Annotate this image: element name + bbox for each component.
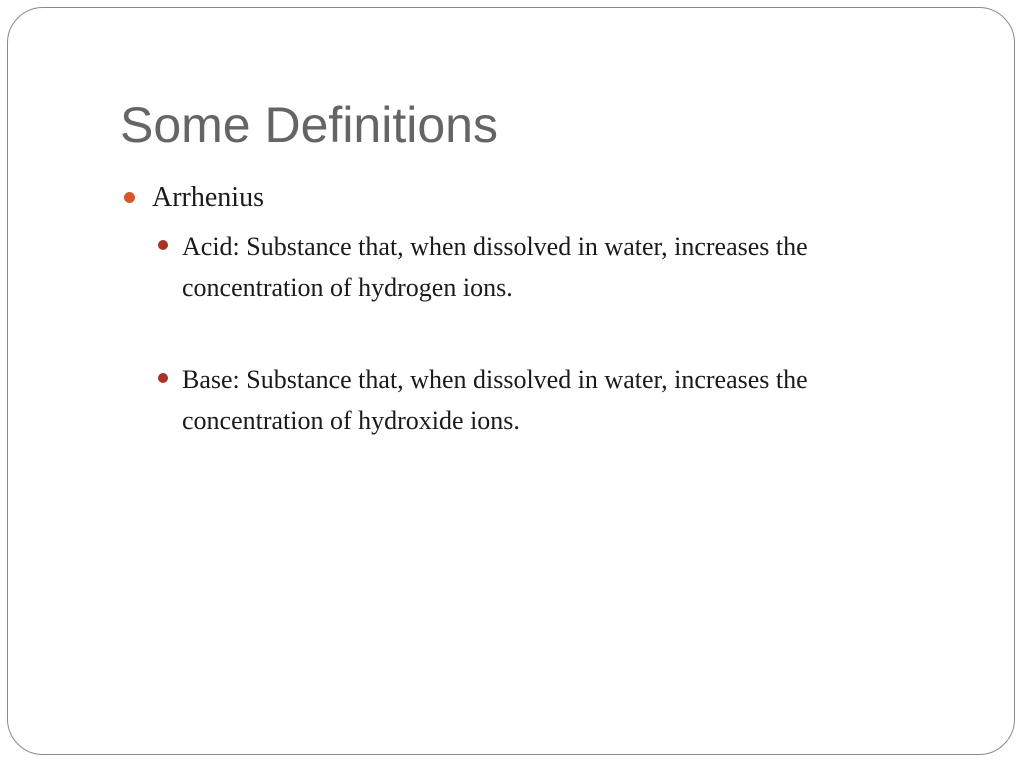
bullet-base-definition — [158, 359, 938, 441]
bullet-dot-icon — [158, 373, 168, 383]
bullet-dot-icon — [124, 192, 135, 203]
bullet-dot-icon — [158, 240, 168, 250]
bullet-label: Arrhenius — [152, 182, 264, 213]
acid-definition-text: Acid: Substance that, when dissolved in water, increases the concentration of hydrogen ions. — [182, 232, 808, 302]
slide-title: Some Definitions — [120, 97, 498, 153]
bullet-acid-definition — [158, 226, 938, 308]
base-definition-text: Base: Substance that, when dissolved in water, increases the concentration of hydroxide ions. — [182, 365, 808, 435]
slide-frame — [7, 7, 1015, 755]
